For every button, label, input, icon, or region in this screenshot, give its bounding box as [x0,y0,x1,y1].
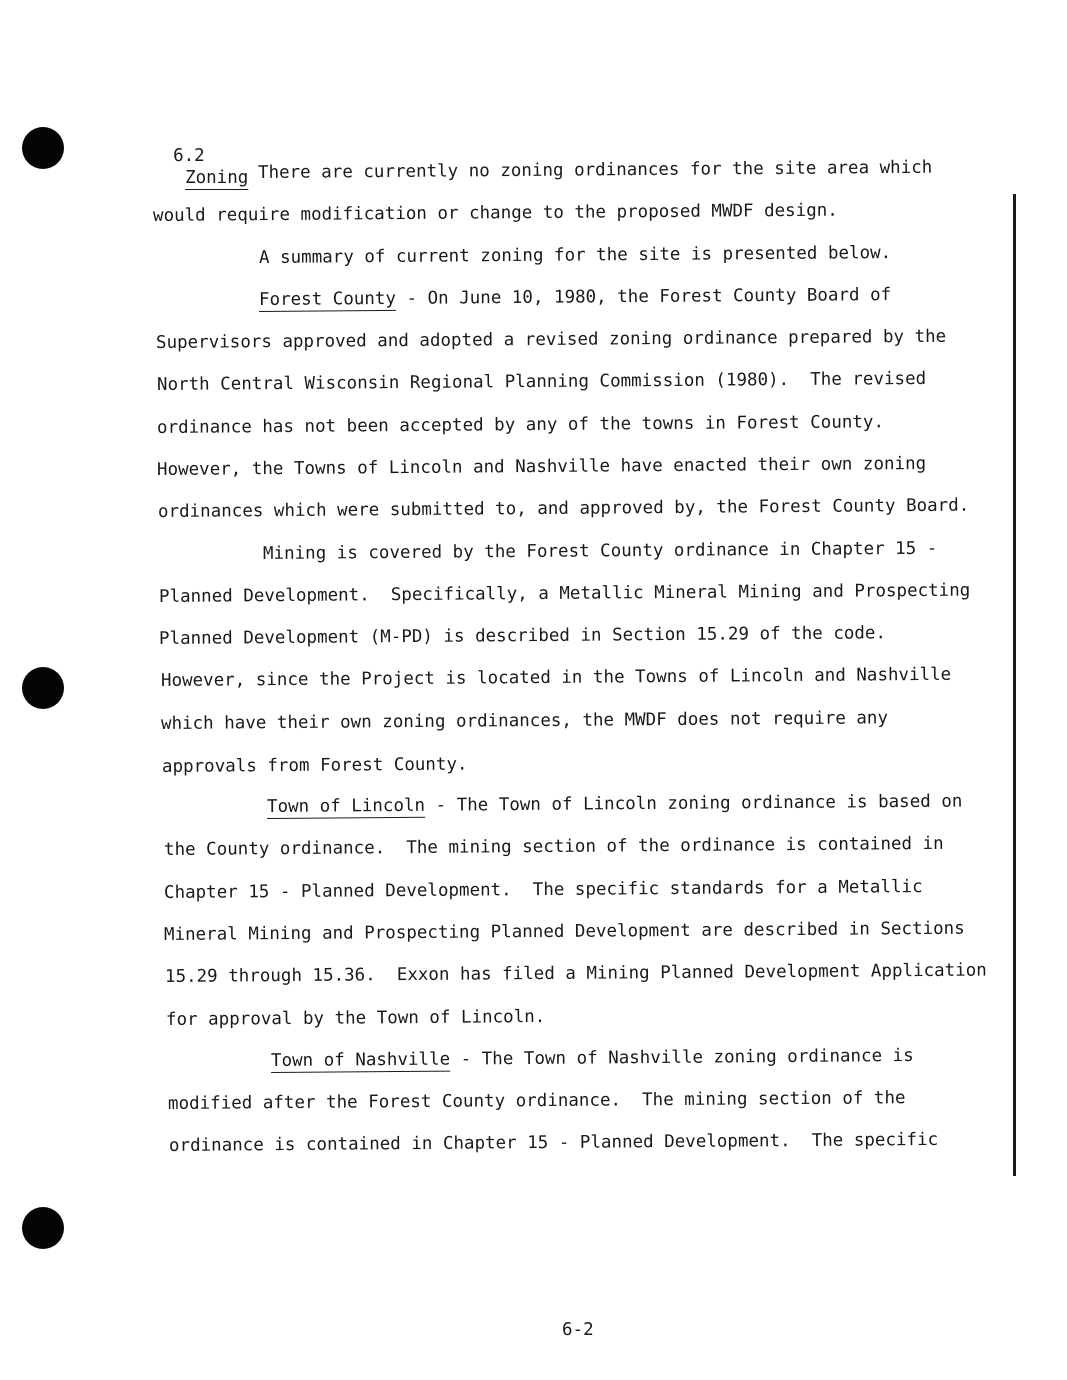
lincoln-heading: Town of Lincoln [266,795,426,817]
forest-county-line-2: Supervisors approved and adopted a revised zoning ordinance prepared by the [155,326,947,353]
nashville-first-line-text: - The Town of Nashville zoning ordinance is [450,1045,914,1070]
forest-county-line-3: North Central Wisconsin Regional Planning Commission (1980). The revised [156,368,927,395]
binder-hole-middle [22,667,64,709]
nashville-line-2: modified after the Forest County ordinance. The mining section of the [167,1088,906,1114]
forest-county-first-line-text: - On June 10, 1980, the Forest County Board of [395,285,892,309]
lincoln-line-2: the County ordinance. The mining section of the ordinance is contained in [163,833,944,860]
forest-county-line-1 [259,284,891,311]
mining-line-5: which have their own zoning ordinances, the MWDF does not require any [160,708,889,734]
intro-line-1: There are currently no zoning ordinances for the site area which [257,157,933,183]
lincoln-line-3: Chapter 15 - Planned Development. The specific standards for a Metallic [163,877,923,903]
lincoln-line-4: Mineral Mining and Prospecting Planned Development are described in Sections [163,918,965,945]
forest-county-line-6: ordinances which were submitted to, and approved by, the Forest County Board. [157,495,970,522]
nashville-line-1 [271,1045,914,1072]
intro-line-2: would require modification or change to the proposed MWDF design. [152,200,838,226]
summary-line: A summary of current zoning for the site is presented below. [258,243,892,268]
section-heading [152,123,248,189]
forest-county-line-4: ordinance has not been accepted by any of the towns in Forest County. [156,412,885,438]
page-number: 6-2 [562,1320,594,1340]
nashville-line-3: ordinance is contained in Chapter 15 - Planned Development. The specific [168,1129,939,1156]
nashville-heading: Town of Nashville [270,1049,451,1071]
mining-line-1: Mining is covered by the Forest County ordinance in Chapter 15 - [262,538,938,564]
lincoln-line-6: for approval by the Town of Lincoln. [165,1007,546,1030]
lincoln-line-5: 15.29 through 15.36. Exxon has filed a Mining Planned Development Application [164,960,987,987]
forest-county-heading: Forest County [258,288,397,310]
lincoln-first-line-text: - The Town of Lincoln zoning ordinance is based on [424,791,963,816]
lincoln-line-1 [267,791,963,818]
mining-line-3: Planned Development (M-PD) is described in Section 15.29 of the code. [158,623,887,649]
section-title: Zoning [185,168,249,188]
section-number: 6.2 [173,146,205,166]
binder-hole-bottom [22,1207,64,1249]
revision-bar [1013,194,1016,1176]
mining-line-6: approvals from Forest County. [161,754,468,777]
mining-line-2: Planned Development. Specifically, a Metallic Mineral Mining and Prospecting [158,580,971,607]
forest-county-line-5: However, the Towns of Lincoln and Nashville have enacted their own zoning [156,453,927,480]
binder-hole-top [22,127,64,169]
mining-line-4: However, since the Project is located in the Towns of Lincoln and Nashville [160,664,952,691]
